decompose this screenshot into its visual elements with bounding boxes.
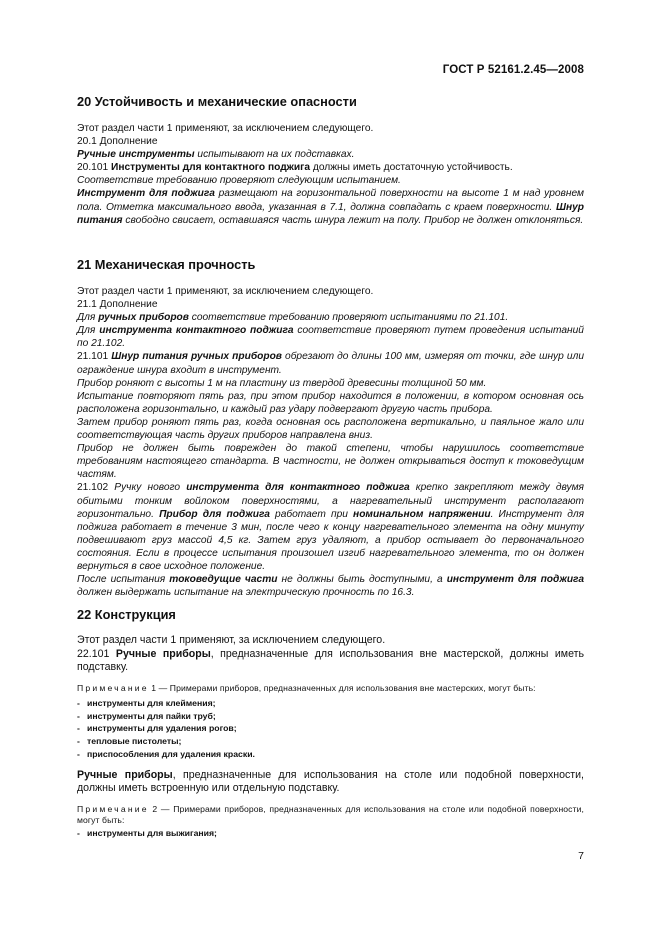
text: соответствие требованию проверяют испытаниями по 21.101. <box>188 312 509 324</box>
list-item: - инструменты для выжигания; <box>77 827 584 840</box>
text: крепко закрепляют между двумя обитыми тонким войлоком поверхностями, а нагревательный инструмент располагают горизонтально. <box>77 482 584 520</box>
text: испытывают на их подставках. <box>194 149 355 161</box>
section-20-body <box>77 122 584 227</box>
clause-number: 20.101 <box>77 162 111 174</box>
paragraph: Затем прибор роняют пять раз, когда основная ось расположена вертикально, и паяльное жало или соответствующая часть других приборов направлена вниз. <box>77 416 584 442</box>
paragraph: Соответствие требованию проверяют следующим испытанием. <box>77 175 401 187</box>
examples-list-1 <box>77 697 584 761</box>
text: 2 — Примерами приборов, предназначенных для использования на столе или подобной поверхности, могут быть: <box>77 803 584 825</box>
paragraph <box>77 311 584 324</box>
text: Для <box>77 325 100 337</box>
term: инструмента контактного поджига <box>99 325 294 337</box>
paragraph <box>77 187 584 226</box>
text: не должны быть доступными, а <box>277 574 447 586</box>
section-21-body <box>77 285 584 599</box>
list-item: - приспособления для удаления краски. <box>77 748 584 761</box>
paragraph: Прибор роняют с высоты 1 м на пластину из твердой древесины толщиной 50 мм. <box>77 377 487 389</box>
paragraph <box>77 148 584 161</box>
term: Ручные инструменты <box>77 149 195 161</box>
term: Шнур питания <box>77 201 584 226</box>
note-2 <box>77 804 584 826</box>
text: Ручку нового <box>114 482 187 494</box>
paragraph <box>77 573 584 599</box>
term: Шнур питания ручных приборов <box>111 351 282 363</box>
text: , предназначенные для использования вне мастерской, должны иметь подставку. <box>77 647 584 674</box>
text: . Инструмент для поджига работает в течение 3 мин, после чего к концу нагревательного элемента на одну минуту подвешивают груз массой 4,5 кг. Затем груз удаляют, а прибор остывает до первоначального состояния. Если в процессе испытания произошел изгиб нагревательного элемента, то он должен вернуться в свое исходное положение. <box>77 508 585 572</box>
list-item: - инструменты для удаления рогов; <box>77 722 584 735</box>
term: ручных приборов <box>98 312 189 324</box>
term: Инструмент для поджига <box>77 188 215 200</box>
term: инструмента для контактного поджига <box>186 482 410 494</box>
paragraph <box>77 350 584 376</box>
text: должны иметь достаточную устойчивость. <box>310 162 513 174</box>
section-22-body <box>77 634 584 840</box>
term: Инструменты для контактного поджига <box>111 162 311 174</box>
text: свободно свисает, оставшаяся часть шнура лежит на полу. Прибор не должен отклоняться. <box>122 214 584 226</box>
paragraph: Этот раздел части 1 применяют, за исключением следующего. <box>77 123 374 134</box>
list-item: - инструменты для клеймения; <box>77 697 584 710</box>
text: работает при <box>269 508 354 520</box>
term: Ручные приборы <box>115 647 211 660</box>
term: инструмент для поджига <box>446 574 585 586</box>
term: Прибор для поджига <box>159 508 270 520</box>
section-21-title: 21 Механическая прочность <box>77 257 256 272</box>
note-label: Примечание <box>77 682 149 693</box>
text: должен выдержать испытание на электрическую прочность по 16.3. <box>77 587 415 599</box>
page-number: 7 <box>578 850 584 862</box>
text: 1 — Примерами приборов, предназначенных для использования вне мастерских, могут быть: <box>148 682 536 693</box>
note-label: Примечание <box>77 803 149 814</box>
paragraph <box>77 161 584 174</box>
paragraph <box>77 769 584 796</box>
text: Для <box>77 312 99 324</box>
paragraph: 20.1 Дополнение <box>77 136 158 148</box>
paragraph <box>77 324 584 350</box>
paragraph: Испытание повторяют пять раз, при этом прибор находится в положении, в котором основная ось расположена горизонтально, и каждый раз удару подвергают другую часть прибора. <box>77 390 584 415</box>
text: соответствие проверяют путем проведения испытаний по 21.102. <box>77 325 584 350</box>
section-20-title: 20 Устойчивость и механические опасности <box>77 94 357 109</box>
clause-number: 21.102 <box>77 482 115 494</box>
paragraph <box>77 481 584 573</box>
document-header: ГОСТ Р 52161.2.45—2008 <box>442 64 584 76</box>
text: , предназначенные для использования на столе или подобной поверхности, должны иметь встроенную или отдельную подставку. <box>77 768 585 795</box>
examples-list-2 <box>77 827 584 840</box>
text: обрезают до длины 100 мм, измеряя от точки, где шнур или ограждение шнура входит в инструмент. <box>77 351 584 376</box>
list-item: - инструменты для пайки труб; <box>77 710 584 723</box>
text: размещают на горизонтальной поверхности на высоте 1 м над уровнем пола. Отметка максимального ввода, указанная в 7.1, должна совпадать с краем поверхности. <box>77 188 584 213</box>
list-item: - тепловые пистолеты; <box>77 735 584 748</box>
paragraph: Прибор не должен быть поврежден до такой степени, чтобы нарушилось соответствие требованиям настоящего стандарта. В частности, не должен открываться доступ к токоведущим частям. <box>77 443 584 481</box>
clause-number: 22.101 <box>77 647 116 660</box>
note-1 <box>77 683 584 694</box>
paragraph: Этот раздел части 1 применяют, за исключением следующего. <box>77 634 386 646</box>
term: токоведущие части <box>169 574 278 586</box>
term: Ручные приборы <box>77 768 173 781</box>
section-22-title: 22 Конструкция <box>77 607 176 622</box>
paragraph: Этот раздел части 1 применяют, за исключением следующего. <box>77 286 374 297</box>
clause-number: 21.101 <box>77 351 112 363</box>
paragraph: 21.1 Дополнение <box>77 299 158 311</box>
term: номинальном напряжении <box>353 508 491 520</box>
paragraph <box>77 648 584 675</box>
text: После испытания <box>77 574 170 586</box>
